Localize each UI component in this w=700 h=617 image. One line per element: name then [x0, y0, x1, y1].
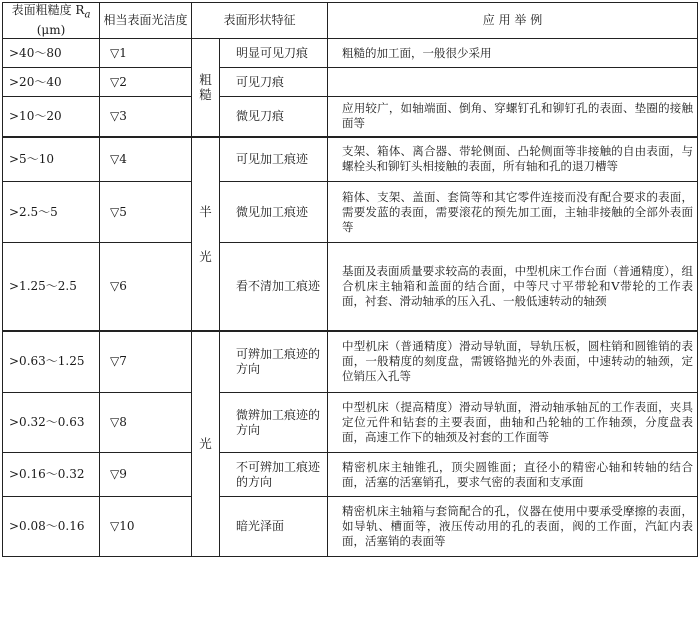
surface-feature: 不可辨加工痕迹的方向 — [220, 453, 328, 497]
roughness-range: >0.08～0.16 — [3, 497, 100, 557]
roughness-table-page — [2, 2, 697, 614]
surface-feature: 可见加工痕迹 — [220, 137, 328, 182]
roughness-range: >10～20 — [3, 97, 100, 137]
surface-feature: 可辨加工痕迹的方向 — [220, 331, 328, 393]
application-example: 箱体、支架、盖面、套筒等和其它零件连接而没有配合要求的表面，需要发蓝的表面，需要滚花的预先加工面，主轴非接触的全部外表面等 — [328, 182, 698, 243]
roughness-range: >20～40 — [3, 68, 100, 97]
finish-symbol: ▽8 — [100, 393, 192, 453]
header-roughness: 表面粗糙度 $R_a$ (μm) — [3, 3, 100, 39]
application-example: 中型机床（普通精度）滑动导轨面，导轨压板，圆柱销和圆锥销的表面，一般精度的刻度盘，需镀铬抛光的外表面，中速转动的轴颈，定位销压入孔等 — [328, 331, 698, 393]
finish-symbol: ▽2 — [100, 68, 192, 97]
header-row — [3, 3, 698, 39]
table-row — [3, 393, 698, 453]
table-row — [3, 453, 698, 497]
roughness-table — [2, 2, 698, 557]
finish-symbol: ▽9 — [100, 453, 192, 497]
table-row — [3, 497, 698, 557]
surface-feature: 明显可见刀痕 — [220, 39, 328, 68]
application-example: 支架、箱体、离合器、带轮侧面、凸轮侧面等非接触的自由表面，与螺栓头和铆钉头相接触的表面，所有轴和孔的退刀槽等 — [328, 137, 698, 182]
surface-feature: 可见刀痕 — [220, 68, 328, 97]
table-row — [3, 137, 698, 182]
table-row — [3, 331, 698, 393]
application-example — [328, 68, 698, 97]
finish-symbol: ▽4 — [100, 137, 192, 182]
application-example: 粗糙的加工面，一般很少采用 — [328, 39, 698, 68]
surface-feature: 微辨加工痕迹的方向 — [220, 393, 328, 453]
roughness-range: >40～80 — [3, 39, 100, 68]
group-cell: 粗 糙 — [192, 39, 220, 137]
table-row — [3, 182, 698, 243]
roughness-range: >1.25～2.5 — [3, 243, 100, 331]
roughness-range: >0.63～1.25 — [3, 331, 100, 393]
surface-feature: 暗光泽面 — [220, 497, 328, 557]
application-example: 应用较广，如轴端面、倒角、穿螺钉孔和铆钉孔的表面、垫圈的接触面等 — [328, 97, 698, 137]
header-feature: 表面形状特征 — [192, 3, 328, 39]
group-cell: 半 光 — [192, 137, 220, 331]
roughness-range: >2.5～5 — [3, 182, 100, 243]
roughness-range: >0.32～0.63 — [3, 393, 100, 453]
finish-symbol: ▽5 — [100, 182, 192, 243]
group-cell: 光 — [192, 331, 220, 557]
header-application: 应 用 举 例 — [328, 3, 698, 39]
table-row — [3, 243, 698, 331]
finish-symbol: ▽3 — [100, 97, 192, 137]
surface-feature: 微见刀痕 — [220, 97, 328, 137]
finish-symbol: ▽10 — [100, 497, 192, 557]
application-example: 基面及表面质量要求较高的表面，中型机床工作台面（普通精度），组合机床主轴箱和盖面的结合面，中等尺寸平带轮和V带轮的工作表面，衬套、滑动轴承的压入孔、一般低速转动的轴颈 — [328, 243, 698, 331]
table-row — [3, 68, 698, 97]
application-example: 中型机床（提高精度）滑动导轨面，滑动轴承轴瓦的工作表面，夹具定位元件和钻套的主要表面，曲轴和凸轮轴的工作轴颈，分度盘表面，高速工作下的轴颈及衬套的工作面等 — [328, 393, 698, 453]
table-row — [3, 97, 698, 137]
surface-feature: 看不清加工痕迹 — [220, 243, 328, 331]
finish-symbol: ▽1 — [100, 39, 192, 68]
application-example: 精密机床主轴锥孔，顶尖圆锥面；直径小的精密心轴和转轴的结合面，活塞的活塞销孔，要求气密的表面和支承面 — [328, 453, 698, 497]
roughness-range: >5～10 — [3, 137, 100, 182]
finish-symbol: ▽7 — [100, 331, 192, 393]
header-finish: 相当表面光洁度 — [100, 3, 192, 39]
surface-feature: 微见加工痕迹 — [220, 182, 328, 243]
roughness-range: >0.16～0.32 — [3, 453, 100, 497]
table-row — [3, 39, 698, 68]
finish-symbol: ▽6 — [100, 243, 192, 331]
application-example: 精密机床主轴箱与套筒配合的孔，仪器在使用中要承受摩擦的表面，如导轨、槽面等，液压传动用的孔的表面，阀的工作面，汽缸内表面，活塞销的表面等 — [328, 497, 698, 557]
